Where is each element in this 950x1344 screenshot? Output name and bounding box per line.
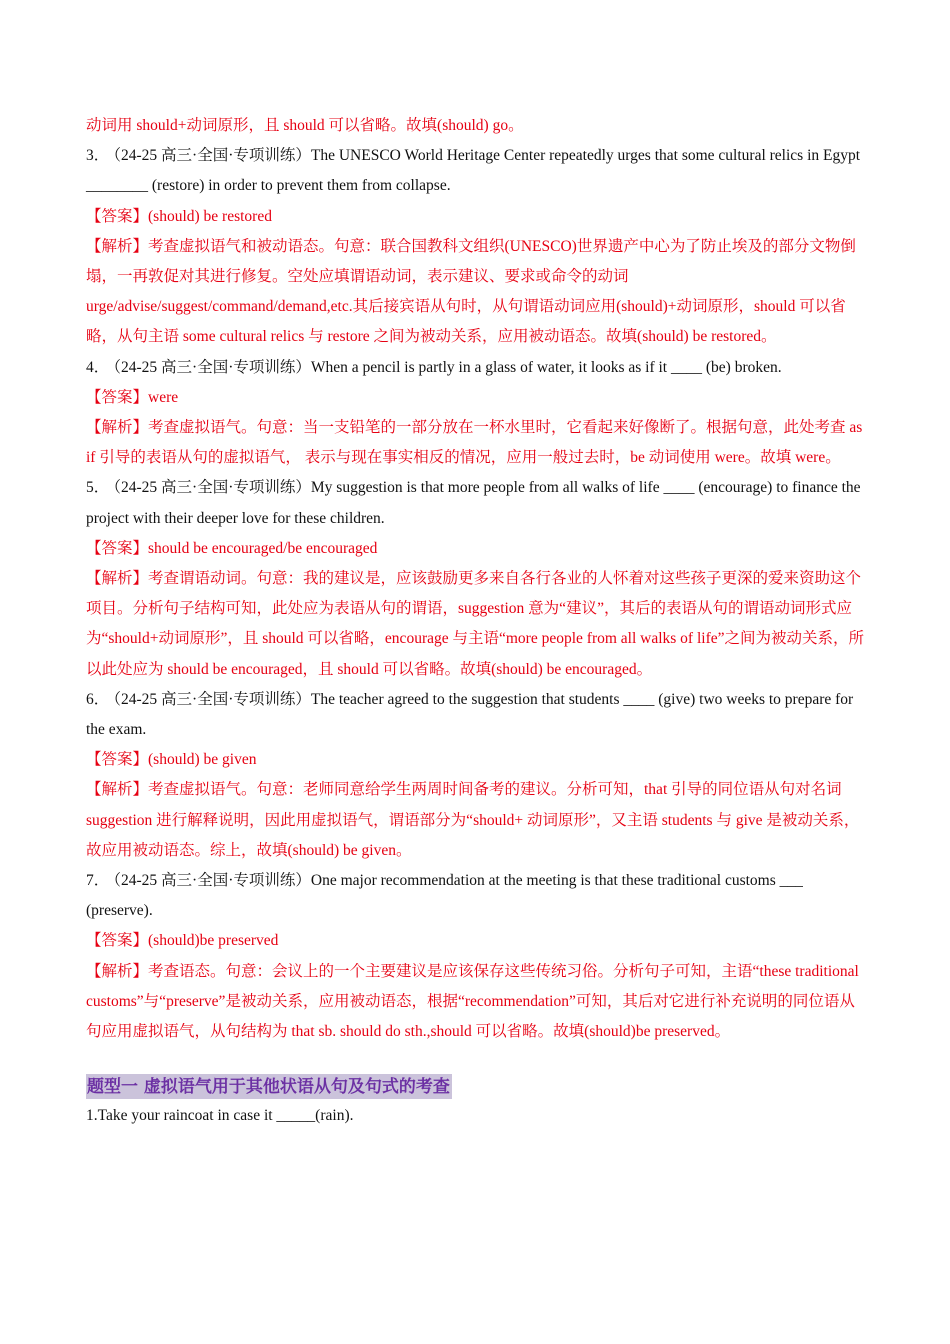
question-body: The teacher agreed to the suggestion that students ____ (give) two weeks to prepare for the exam. [86, 690, 858, 739]
question-source: （24-25 高三·全国·专项训练） [113, 147, 311, 165]
analysis-text: 【解析】考查谓语动词。句意：我的建议是，应该鼓励更多来自各行各业的人怀着对这些孩子更深的爱来资助这个项目。分析句子结构可知，此处应为表语从句的谓语，suggestion 意为“建议”，其后的表语从句的谓语动词形式应为“should+动词原形”，且 should 可以省略，encourage 与主语“more people from all walks of life”之间为被动关系，所以此处应为 should be encouraged，且 should 可以省略。故填(should) be encouraged。 [86, 570, 865, 678]
question-list [86, 141, 866, 1047]
question-source: （24-25 高三·全国·专项训练） [113, 872, 311, 890]
question-source: （24-25 高三·全国·专项训练） [113, 690, 311, 708]
question-item [86, 866, 866, 1047]
question-number: 3． [86, 147, 110, 165]
question-source: （24-25 高三·全国·专项训练） [113, 358, 311, 376]
question-text [86, 141, 866, 201]
previous-analysis-tail: 动词用 should+动词原形，且 should 可以省略。故填(should) go。 [86, 117, 524, 134]
question-number: 6． [86, 690, 110, 708]
answer-line: 【答案】should be encouraged/be encouraged [86, 539, 378, 557]
answer-line: 【答案】were [86, 388, 179, 406]
answer-line: 【答案】(should) be given [86, 751, 257, 769]
section [86, 1047, 866, 1131]
question-text [86, 473, 866, 533]
question-body: The UNESCO World Heritage Center repeatedly urges that some cultural relics in Egypt ________ (restore) in order to prevent them from collapse. [86, 147, 864, 195]
question-item [86, 685, 866, 866]
answer-line: 【答案】(should) be restored [86, 207, 272, 225]
question-item [86, 353, 866, 474]
question-text [86, 685, 866, 745]
analysis-text: 【解析】考查虚拟语气。句意：当一支铅笔的一部分放在一杯水里时，它看起来好像断了。根据句意，此处考查 as if 引导的表语从句的虚拟语气， 表示与现在事实相反的情况，应用一般过去时，be 动词使用 were。故填 were。 [86, 419, 867, 467]
question-item [86, 141, 866, 352]
question-source: （24-25 高三·全国·专项训练） [113, 479, 311, 497]
section-heading: 题型一 虚拟语气用于其他状语从句及句式的考查 [86, 1074, 452, 1099]
question-body: My suggestion is that more people from all walks of life ____ (encourage) to finance the project with their deeper love for these children. [86, 479, 865, 527]
analysis-text: 【解析】考查虚拟语气。句意：老师同意给学生两周时间备考的建议。分析可知，that 引导的同位语从句对名词 suggestion 进行解释说明，因此用虚拟语气，谓语部分为“should+ 动词原形”，又主语 students 与 give 是被动关系，故应用被动语态。综上，故填(should) be given。 [86, 781, 860, 859]
question-number: 5． [86, 479, 110, 497]
question-body: When a pencil is partly in a glass of water, it looks as if it ____ (be) broken. [310, 358, 782, 376]
question-item [86, 473, 866, 684]
question-text [86, 866, 866, 926]
analysis-text: 【解析】考查虚拟语气和被动语态。句意：联合国教科文组织(UNESCO)世界遗产中心为了防止埃及的部分文物倒塌，一再敦促对其进行修复。空处应填谓语动词，表示建议、要求或命令的动词 urge/advise/suggest/command/demand,etc.其后接宾语从句时，从句谓语动词应用(should)+动词原形，should 可以省略，从句主语 some cultural relics 与 restore 之间为被动关系，应用被动语态。故填(should) be restored。 [86, 237, 856, 346]
question-number: 4． [86, 358, 110, 376]
analysis-text: 【解析】考查语态。句意：会议上的一个主要建议是应该保存这些传统习俗。分析句子可知，主语“these traditional customs”与“preserve”是被动关系，应用被动语态，根据“recommendation”可知，其后对它进行补充说明的同位语从句应用虚拟语气，从句结构为 that sb. should do sth.,should 可以省略。故填(should)be preserved。 [86, 962, 863, 1041]
question-body: One major recommendation at the meeting is that these traditional customs ___ (preserve). [86, 872, 807, 920]
answer-line: 【答案】(should)be preserved [86, 932, 279, 950]
question-number: 7． [86, 872, 110, 890]
section-first-item: 1.Take your raincoat in case it _____(rain). [86, 1107, 354, 1125]
question-text [86, 353, 866, 383]
